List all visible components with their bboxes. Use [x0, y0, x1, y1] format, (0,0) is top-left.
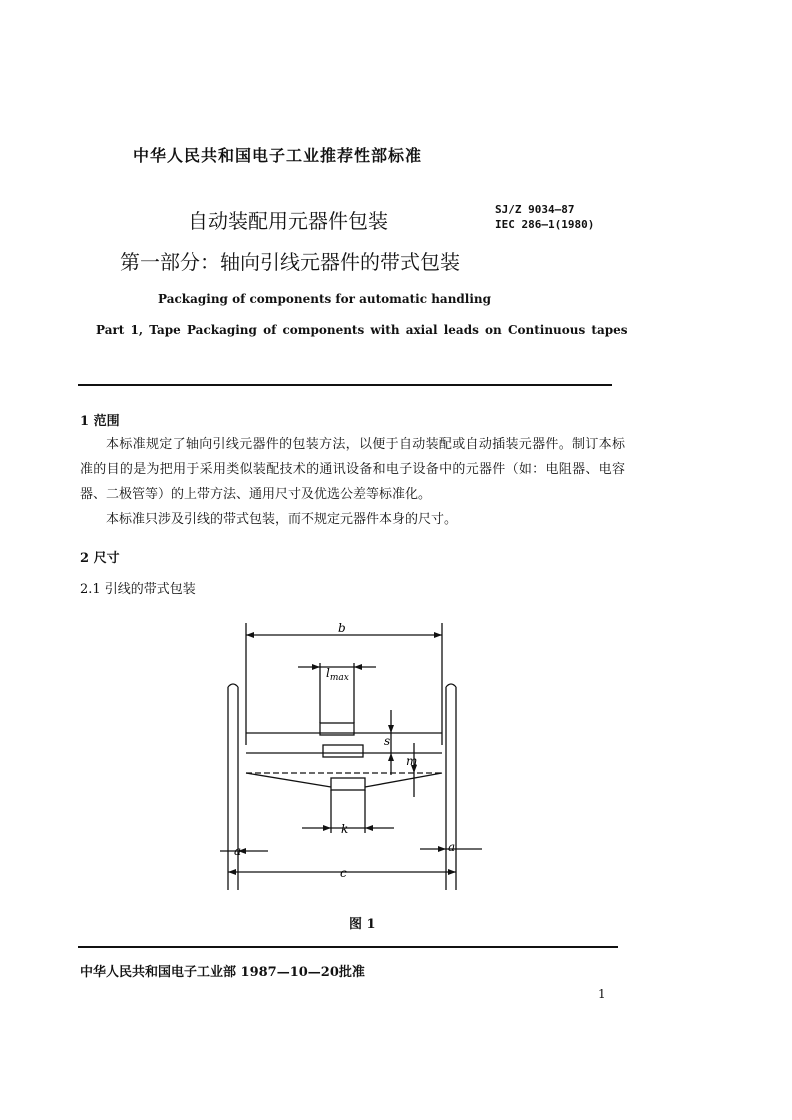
label-m: m — [406, 754, 418, 768]
lmax-arrow-left — [312, 664, 320, 670]
label-s: s — [384, 734, 391, 748]
right-tape-strip — [446, 684, 456, 890]
a-arrow-right — [438, 846, 446, 852]
k-arrow-right — [365, 825, 373, 831]
s-arrow-bottom — [388, 753, 394, 761]
label-a-right: a — [448, 840, 456, 854]
section-1-paragraph: 本标准规定了轴向引线元器件的包装方法，以便于自动装配或自动插装元器件。制订本标准的目的是为把用于采用类似装配技术的通讯设备和电子设备中的元器件（如：电阻器、电容器、二极管等）的上带方法、通用尺寸及优选公差等标准化。 — [80, 437, 625, 502]
b-arrow-right — [434, 632, 442, 638]
standard-code-line: SJ/Z 9034—87 — [495, 203, 575, 216]
english-subtitle: Part 1, Tape Packaging of components with axial leads on Continuous tapes — [96, 323, 628, 337]
label-a-left: a — [234, 844, 242, 858]
label-lmax-main: l — [326, 666, 330, 680]
page-number: 1 — [598, 987, 606, 1001]
section-1-heading: 1 范围 — [80, 414, 120, 429]
standard-code-line: IEC 286—1(1980) — [495, 218, 595, 231]
c-arrow-left — [228, 869, 236, 875]
label-lmax — [326, 666, 349, 683]
component-body-lower — [331, 778, 365, 790]
b-arrow-left — [246, 632, 254, 638]
tape-packaging-figure — [220, 615, 490, 890]
component-body-middle — [323, 745, 363, 757]
document-subtitle: 第一部分：轴向引线元器件的带式包装 — [120, 250, 460, 274]
header-rule — [78, 384, 612, 386]
left-tape-strip — [228, 684, 238, 890]
label-lmax-sub: max — [329, 673, 349, 683]
label-k: k — [341, 822, 349, 836]
c-arrow-right — [448, 869, 456, 875]
approval-line: 中华人民共和国电子工业部 1987—10—20批准 — [80, 965, 365, 980]
figure-caption: 图 1 — [349, 917, 376, 932]
lmax-arrow-right — [354, 664, 362, 670]
english-title: Packaging of components for automatic handling — [158, 292, 492, 306]
section-2-1-heading: 2.1 引线的带式包装 — [80, 582, 196, 597]
document-title: 自动装配用元器件包装 — [188, 209, 388, 233]
section-1-paragraph-2: 本标准只涉及引线的带式包装，而不规定元器件本身的尺寸。 — [106, 512, 458, 527]
category-title: 中华人民共和国电子工业推荐性部标准 — [133, 146, 423, 165]
k-arrow-left — [323, 825, 331, 831]
bent-lead — [246, 773, 442, 787]
standard-code — [495, 202, 594, 232]
footer-rule — [78, 946, 618, 948]
label-b: b — [338, 621, 346, 635]
section-2-heading: 2 尺寸 — [80, 551, 120, 566]
label-c: c — [340, 866, 347, 880]
s-arrow-top — [388, 725, 394, 733]
